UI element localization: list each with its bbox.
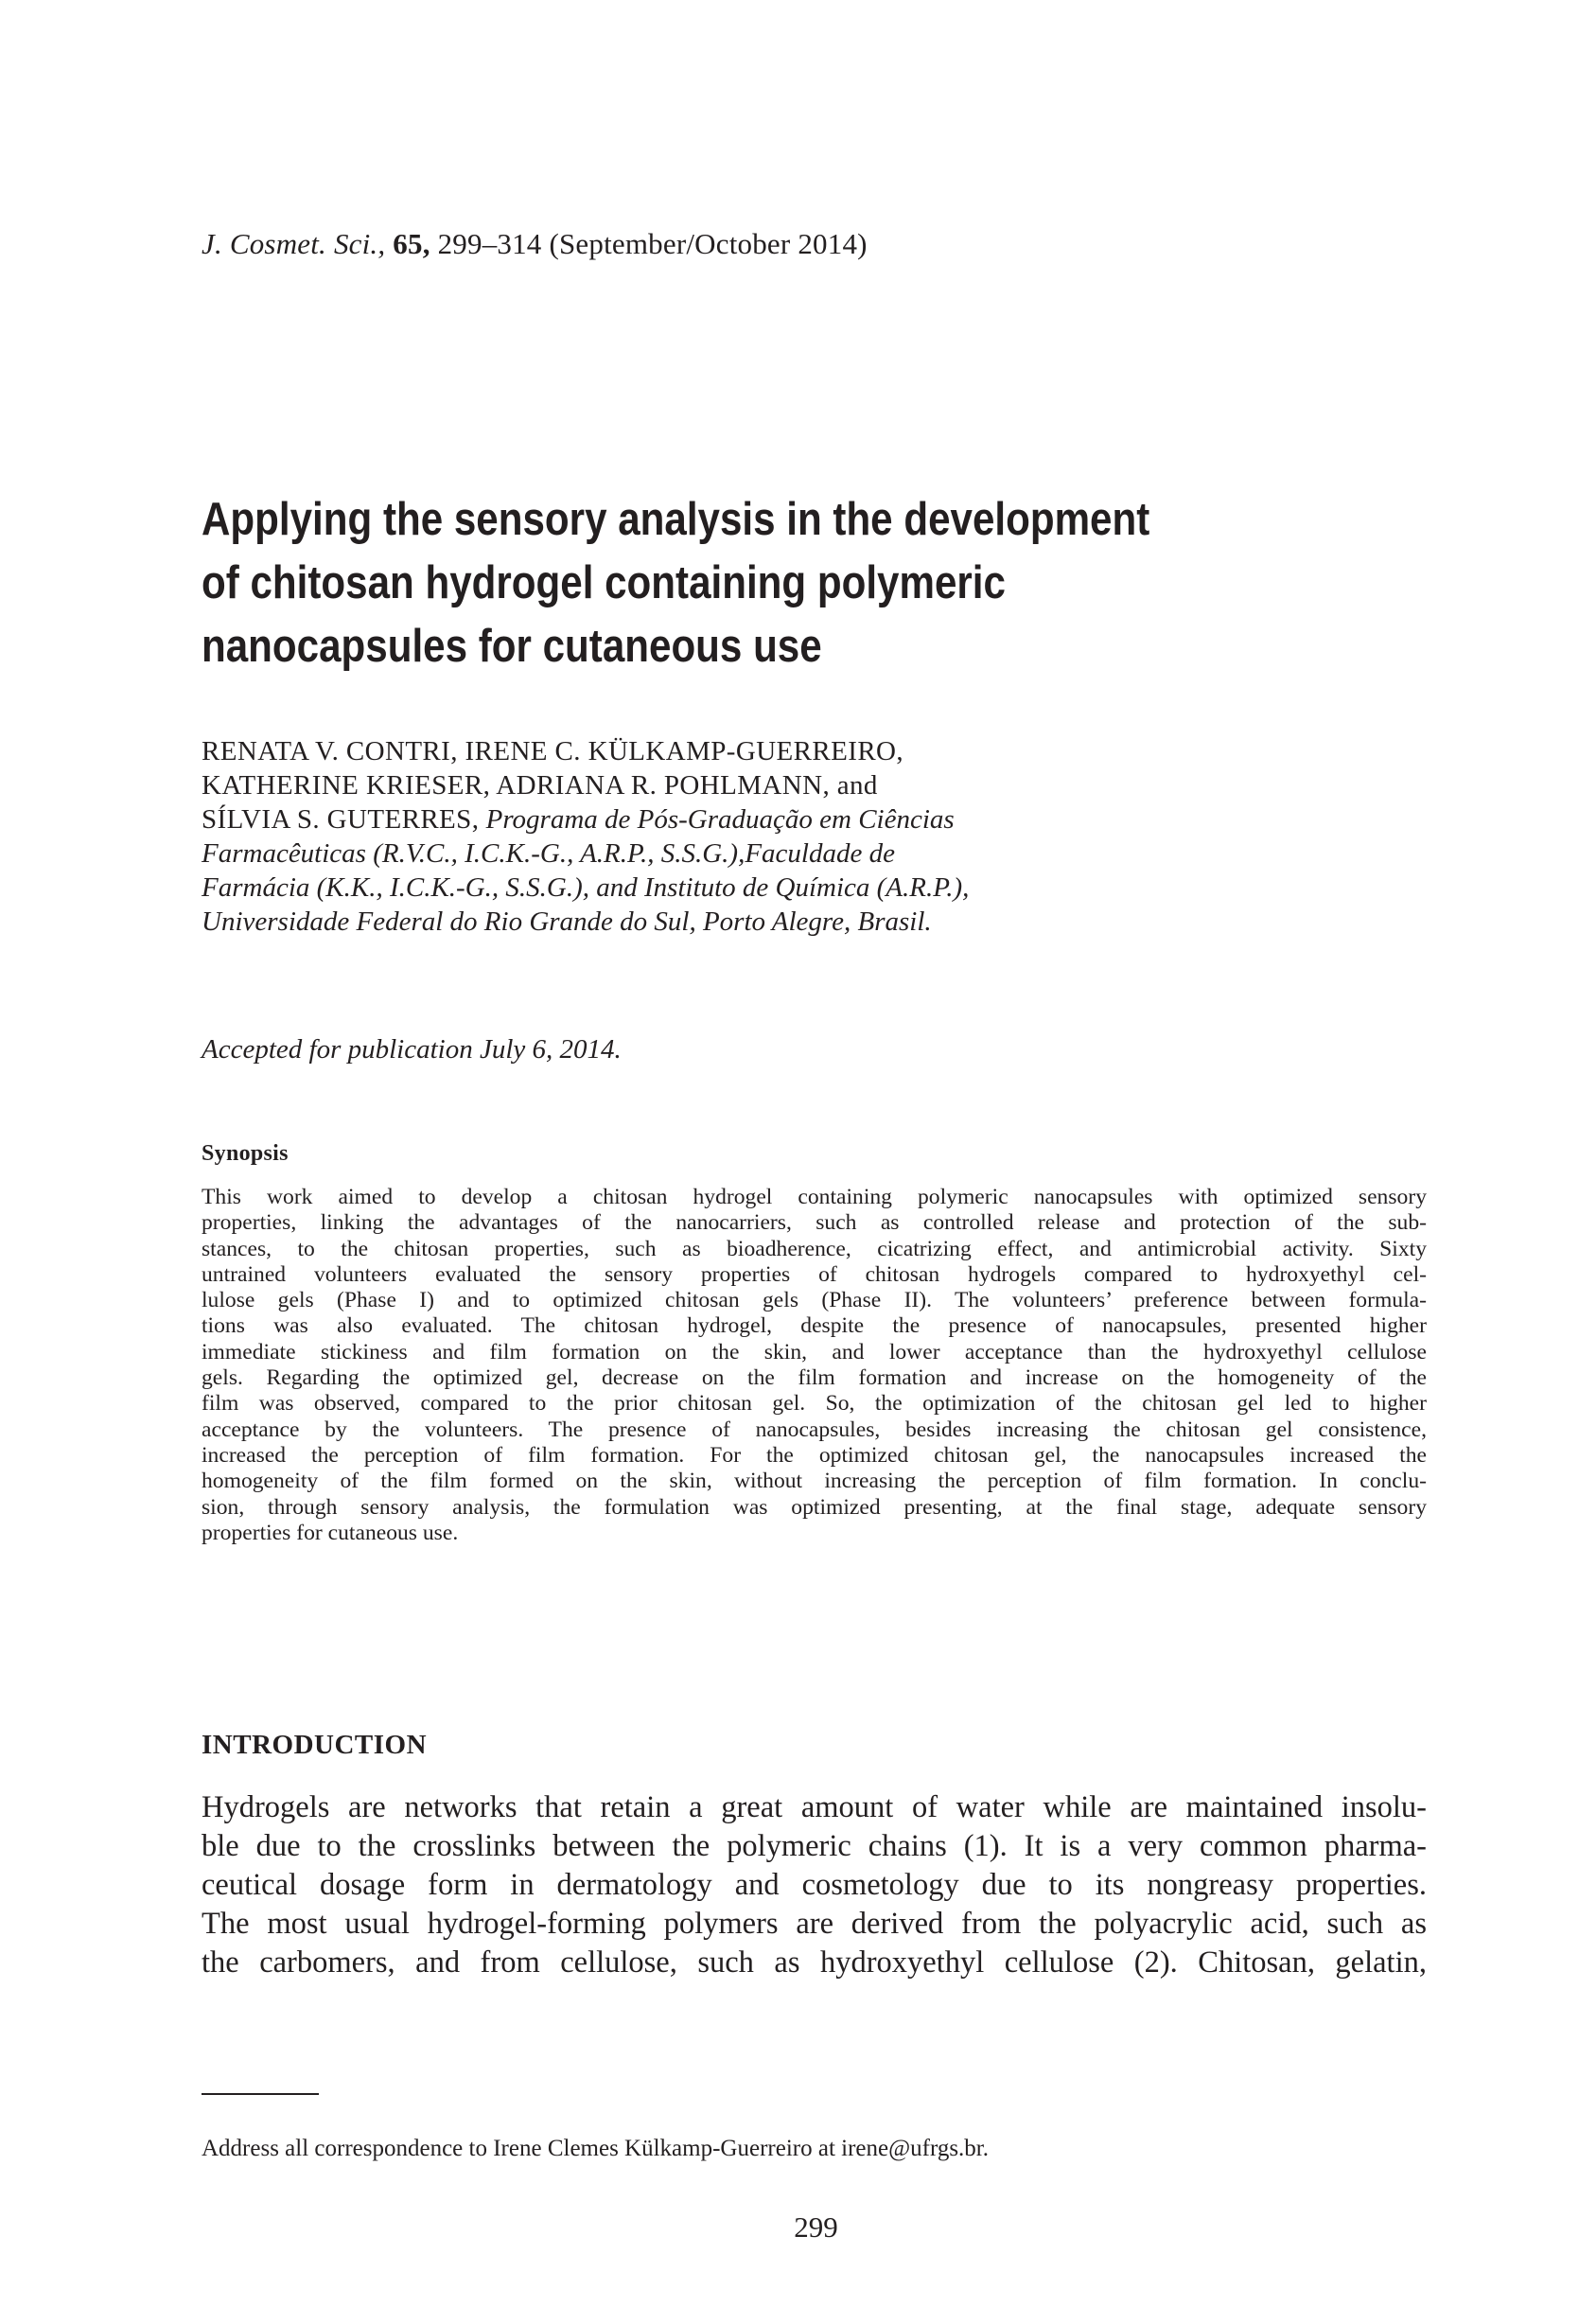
article-title: [202, 488, 1259, 678]
accepted-date: Accepted for publication July 6, 2014.: [202, 1034, 622, 1065]
author-line: KATHERINE KRIESER, ADRIANA R. POHLMANN, and: [202, 770, 878, 801]
synopsis-line: acceptance by the volunteers. The presence of nanocapsules, besides increasing the chitosan gel consistence,: [202, 1417, 1427, 1442]
synopsis-line: tions was also evaluated. The chitosan hydrogel, despite the presence of nanocapsules, presented higher: [202, 1313, 1427, 1339]
title-line: of chitosan hydrogel containing polymeric: [202, 557, 1006, 608]
synopsis-line: untrained volunteers evaluated the sensory properties of chitosan hydrogels compared to hydroxyethyl cel-: [202, 1261, 1427, 1287]
synopsis-line: immediate stickiness and film formation on the skin, and lower acceptance than the hydroxyethyl cellulose: [202, 1339, 1427, 1364]
intro-line: the carbomers, and from cellulose, such as hydroxyethyl cellulose (2). Chitosan, gelatin,: [202, 1945, 1427, 1980]
synopsis-line: properties for cutaneous use.: [202, 1520, 459, 1545]
intro-line: ceutical dosage form in dermatology and cosmetology due to its nongreasy properties.: [202, 1868, 1427, 1902]
synopsis-line: sion, through sensory analysis, the formulation was optimized presenting, at the final stage, adequate sensory: [202, 1494, 1427, 1520]
synopsis-body: [202, 1185, 1427, 1546]
intro-line: The most usual hydrogel-forming polymers are derived from the polyacrylic acid, such as: [202, 1907, 1427, 1941]
synopsis-line: properties, linking the advantages of the nanocarriers, such as controlled release and protection of the sub-: [202, 1210, 1427, 1236]
intro-line: Hydrogels are networks that retain a great amount of water while are maintained insolu-: [202, 1790, 1427, 1824]
synopsis-line: homogeneity of the film formed on the skin, without increasing the perception of film formation. In conclu-: [202, 1469, 1427, 1494]
introduction-body: [202, 1788, 1427, 1982]
affiliation-line: Universidade Federal do Rio Grande do Sul, Porto Alegre, Brasil.: [202, 907, 932, 937]
correspondence-footnote: Address all correspondence to Irene Clemes Külkamp-Guerreiro at irene@ufrgs.br.: [202, 2136, 989, 2161]
synopsis-line: lulose gels (Phase I) and to optimized chitosan gels (Phase II). The volunteers’ preference between formula-: [202, 1288, 1427, 1313]
intro-line: ble due to the crosslinks between the polymeric chains (1). It is a very common pharma-: [202, 1829, 1427, 1863]
synopsis-line: stances, to the chitosan properties, such as bioadherence, cicatrizing effect, and antimicrobial activity. Sixty: [202, 1236, 1427, 1261]
author-affiliation-block: [202, 734, 969, 939]
journal-citation: [202, 227, 868, 261]
journal-volume: 65,: [393, 227, 430, 260]
synopsis-line: This work aimed to develop a chitosan hydrogel containing polymeric nanocapsules with optimized sensory: [202, 1185, 1427, 1209]
synopsis-line: gels. Regarding the optimized gel, decrease on the film formation and increase on the homogeneity of the: [202, 1365, 1427, 1391]
introduction-heading: INTRODUCTION: [202, 1730, 428, 1760]
page-number: 299: [794, 2210, 838, 2244]
synopsis-line: increased the perception of film formation. For the optimized chitosan gel, the nanocapsules increased the: [202, 1442, 1427, 1468]
author-line: RENATA V. CONTRI, IRENE C. KÜLKAMP-GUERREIRO,: [202, 736, 904, 766]
title-line: Applying the sensory analysis in the development: [202, 494, 1150, 545]
synopsis-heading: Synopsis: [202, 1141, 289, 1166]
journal-name: J. Cosmet. Sci.,: [202, 227, 386, 260]
title-line: nanocapsules for cutaneous use: [202, 621, 822, 672]
synopsis-line: film was observed, compared to the prior chitosan gel. So, the optimization of the chitosan gel led to higher: [202, 1391, 1427, 1417]
author-name: SÍLVIA S. GUTERRES,: [202, 804, 480, 835]
footnote-divider: [202, 2093, 319, 2095]
author-line: [202, 802, 969, 836]
journal-pages-date: 299–314 (September/October 2014): [437, 227, 868, 260]
affiliation-line: Farmacêuticas (R.V.C., I.C.K.-G., A.R.P., S.S.G.),Faculdade de: [202, 838, 895, 869]
affiliation-text: Programa de Pós-Graduação em Ciências: [485, 804, 955, 835]
affiliation-line: Farmácia (K.K., I.C.K.-G., S.S.G.), and Instituto de Química (A.R.P.),: [202, 872, 970, 903]
